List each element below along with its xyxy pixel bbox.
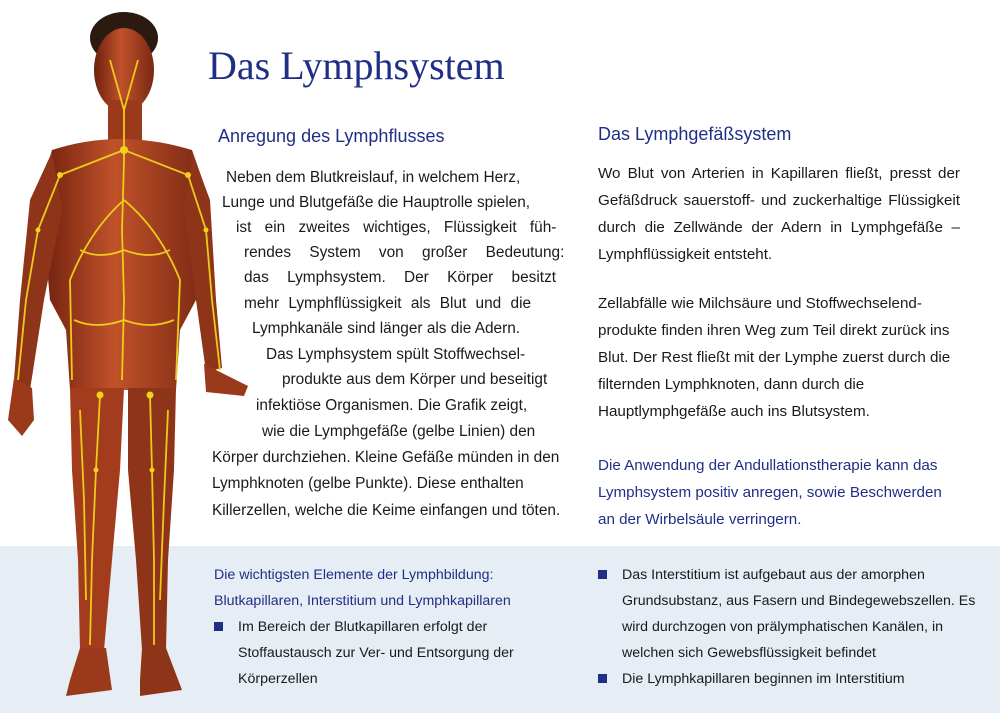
right-heading: Das Lymphgefäßsystem [598,124,792,144]
left-line: ist ein zweites wichtiges, Flüssigkeit füh- [236,219,557,236]
left-line: Neben dem Blutkreislauf, in welchem Herz, [226,169,521,186]
bullet-square-icon [598,570,607,579]
right-highlight-paragraph: Die Anwendung der Andullationstherapie kann das Lymphsystem positiv anregen, sowie Beschwerden an der Wirbelsäule verringern. [598,457,942,528]
bullet-text: Das Interstitium ist aufgebaut aus der amorphen Grundsubstanz, aus Fasern und Bindegewebszellen. Es wird durchzogen von prälymphatischen Kanälen, in welchen sich Gewebsflüssigkeit befindet [622,567,976,661]
left-line: wie die Lymphgefäße (gelbe Linien) den [262,423,536,440]
left-line: das Lymphsystem. Der Körper besitzt [244,269,557,286]
box-title: Die wichtigsten Elemente der Lymphbildung: Blutkapillaren, Interstitium und Lymphkapillaren [214,567,511,609]
left-line: infektiöse Organismen. Die Grafik zeigt, [256,397,528,414]
left-line: Lymphkanäle sind länger als die Adern. [252,320,521,337]
right-paragraph-1: Wo Blut von Arterien in Kapillaren fließt, presst der Gefäßdruck sauerstoff- und zuckerhaltige Flüssigkeit durch die Zellwände der Adern in Lymphgefäße – Lymphflüssigkeit entsteht. [598,165,960,263]
left-line: produkte aus dem Körper und beseitigt [282,371,548,388]
left-line: Lunge und Blutgefäße die Hauptrolle spielen, [222,194,531,211]
bullet-text: Die Lymphkapillaren beginnen im Interstitium [622,671,905,687]
left-line: Lymphknoten (gelbe Punkte). Diese enthalten [212,475,524,492]
left-line: Killerzellen, welche die Keime einfangen und töten. [212,502,561,519]
left-heading: Anregung des Lymphflusses [218,126,445,146]
page-title: Das Lymphsystem [208,43,505,88]
bullet-square-icon [214,622,223,631]
right-paragraph-2: Zellabfälle wie Milchsäure und Stoffwechselend-produkte finden ihren Weg zum Teil direkt zurück ins Blut. Der Rest fließt mit der Lymphe zuerst durch die filternden Lymphknoten, dann durch die Hauptlymphgefäße auch ins Blutsystem. [598,295,951,420]
bullet-text: Im Bereich der Blutkapillaren erfolgt der Stoffaustausch zur Ver- und Entsorgung der Körperzellen [238,619,514,687]
left-line: rendes System von großer Bedeutung: [244,244,565,261]
left-line: Das Lymphsystem spült Stoffwechsel- [266,346,526,363]
left-line: Körper durchziehen. Kleine Gefäße münden in den [212,449,560,466]
bullet-square-icon [598,674,607,683]
left-line: mehr Lymphflüssigkeit als Blut und die [244,295,532,312]
